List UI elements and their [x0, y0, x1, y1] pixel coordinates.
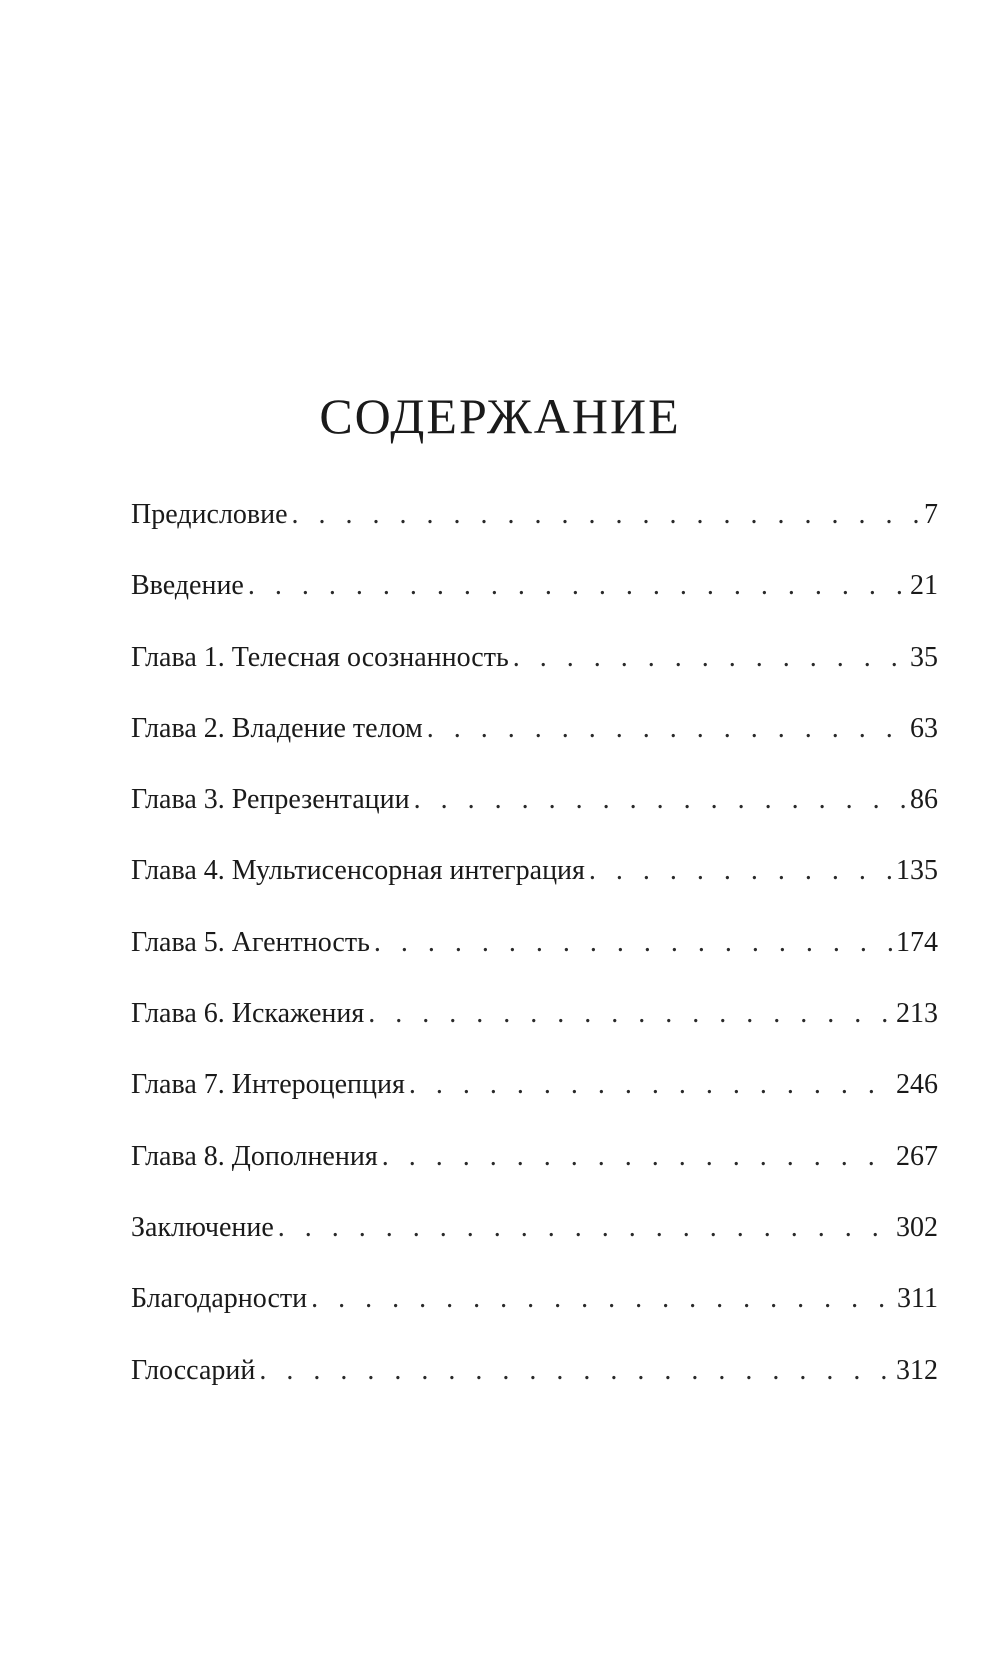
toc-entry-page: 302: [896, 1211, 938, 1243]
toc-entry-chapter-3: [131, 780, 938, 851]
toc-entry-chapter-5: [131, 923, 938, 994]
toc-entry-page: 7: [924, 499, 938, 530]
toc-entry-page: 86: [910, 784, 938, 816]
dot-leader: [255, 1351, 896, 1391]
dot-leader: [307, 1279, 897, 1319]
dot-leader: [585, 851, 896, 891]
page-title: СОДЕРЖАНИЕ: [319, 388, 681, 444]
toc-entry-label: Глава 1. Телесная осознанность: [131, 641, 509, 673]
toc-entry-label: Глава 7. Интероцепция: [131, 1069, 405, 1101]
toc-entry-glossary: [131, 1351, 938, 1422]
toc-entry-page: 63: [910, 712, 938, 744]
toc-entry-chapter-1: [131, 638, 938, 709]
dot-leader: [364, 994, 896, 1034]
toc-entry-chapter-8: [131, 1137, 938, 1208]
toc-entry-page: 312: [896, 1354, 938, 1386]
toc-entry-label: Введение: [131, 570, 244, 602]
toc-entry-chapter-4: [131, 851, 938, 922]
toc-entry-page: 174: [896, 926, 938, 958]
toc-entry-label: Глава 2. Владение телом: [131, 712, 423, 744]
toc-entry-chapter-6: [131, 994, 938, 1065]
toc-entry-conclusion: [131, 1208, 938, 1279]
toc-entry-label: Глава 3. Репрезентации: [131, 784, 410, 816]
toc-entry-label: Глава 6. Искажения: [131, 998, 365, 1030]
toc-entry-label: Заключение: [131, 1211, 274, 1243]
toc-entry-chapter-7: [131, 1065, 938, 1136]
toc-entry-preface: [131, 495, 938, 566]
dot-leader: [288, 495, 924, 535]
dot-leader: [423, 709, 910, 749]
dot-leader: [509, 638, 910, 678]
dot-leader: [405, 1065, 896, 1105]
toc-entry-page: 21: [910, 570, 938, 602]
toc-entry-chapter-2: [131, 709, 938, 780]
toc-entry-label: Глава 4. Мультисенсорная интеграция: [131, 855, 585, 887]
toc-entry-page: 311: [897, 1283, 938, 1315]
toc-entry-label: Глава 8. Дополнения: [131, 1140, 378, 1172]
table-of-contents: [131, 495, 938, 1422]
dot-leader: [370, 923, 896, 963]
toc-entry-page: 246: [896, 1069, 938, 1101]
toc-entry-page: 267: [896, 1140, 938, 1172]
toc-entry-label: Глава 5. Агентность: [131, 926, 370, 958]
toc-entry-introduction: [131, 566, 938, 637]
toc-entry-acknowledgements: [131, 1279, 938, 1350]
toc-entry-label: Благодарности: [131, 1283, 308, 1315]
toc-entry-page: 213: [896, 998, 938, 1030]
dot-leader: [378, 1137, 896, 1177]
toc-entry-label: Предисловие: [131, 499, 288, 530]
toc-entry-label: Глоссарий: [131, 1354, 256, 1386]
dot-leader: [274, 1208, 896, 1248]
dot-leader: [410, 780, 910, 820]
toc-entry-page: 135: [896, 855, 938, 887]
dot-leader: [244, 566, 910, 606]
toc-entry-page: 35: [910, 641, 938, 673]
